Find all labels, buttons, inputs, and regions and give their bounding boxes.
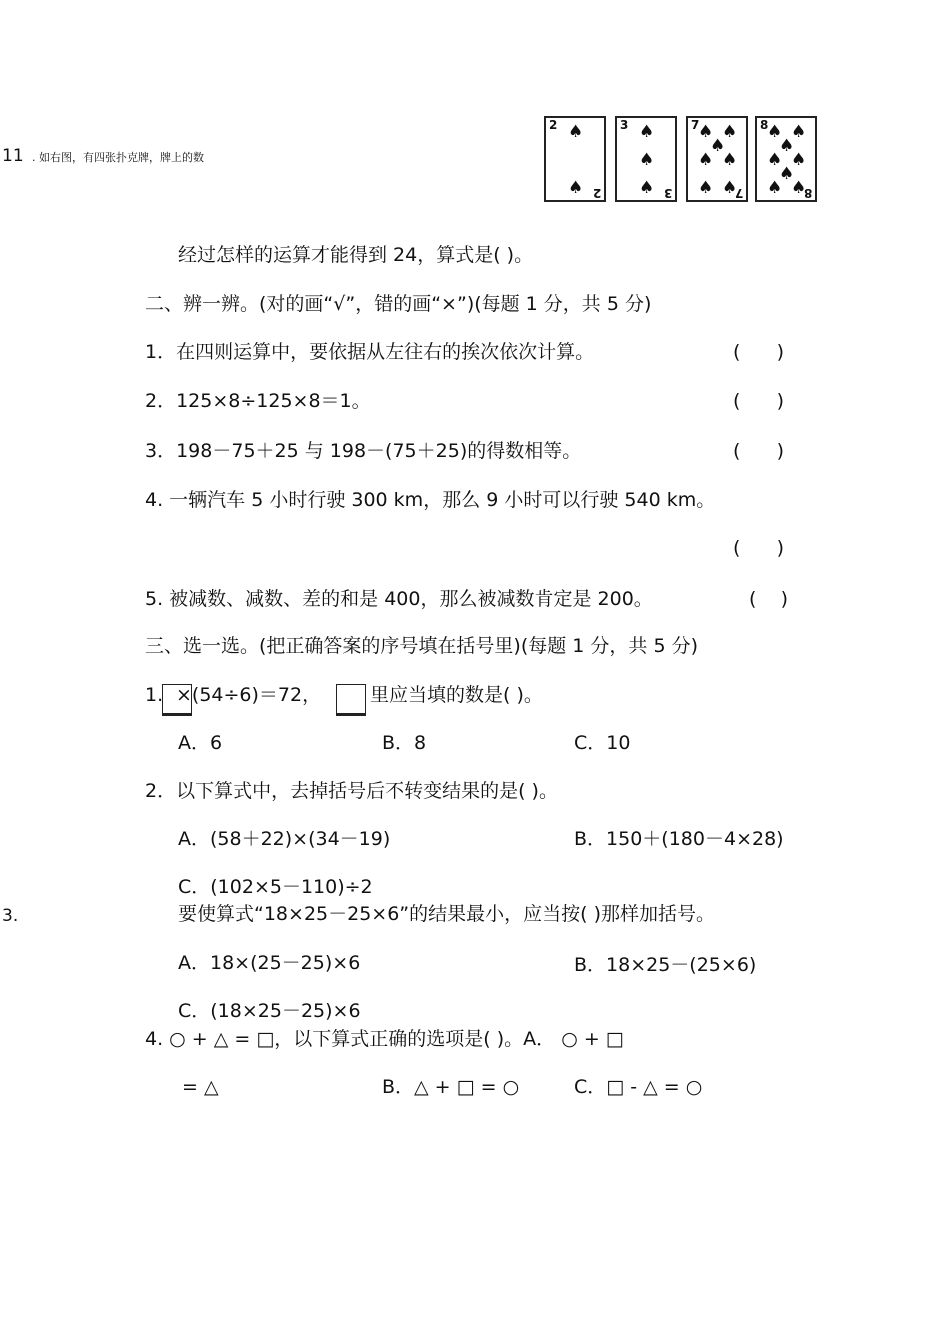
choice-q3-option-a[interactable]: A．18×(25－25)×6: [178, 952, 361, 974]
question-11-text: . 如右图，有四张扑克牌，牌上的数: [32, 151, 204, 164]
judge-item-5: 5. 被减数、减数、差的和是 400，那么被减数肯定是 200。: [145, 588, 653, 610]
choice-q2: 2．以下算式中，去掉括号后不转变结果的是( )。: [145, 780, 558, 802]
card-2: [544, 116, 606, 202]
choice-q2-option-a[interactable]: A．(58＋22)×(34－19): [178, 828, 391, 850]
card-rank-inverted: 3: [663, 186, 672, 200]
choice-q1-prompt: 里应当填的数是( )。: [370, 684, 543, 706]
spade-icon: ♠: [791, 178, 807, 198]
choice-q4-option-b[interactable]: B．△ + □ = ○: [382, 1076, 520, 1098]
section-2-heading: 二、辨一辨。(对的画“√”，错的画“×”)(每题 1 分，共 5 分): [145, 293, 652, 315]
choice-q4-option-a-cont[interactable]: = △: [182, 1076, 219, 1098]
card-rank: 8: [760, 118, 769, 132]
card-rank: 7: [691, 118, 700, 132]
card-rank-inverted: 2: [592, 186, 601, 200]
choice-q4-option-c[interactable]: C．□ - △ = ○: [574, 1076, 703, 1098]
answer-paren-2[interactable]: ( ): [733, 390, 785, 412]
spade-icon: ♠: [639, 122, 655, 142]
choice-q2-option-c[interactable]: C．(102×5－110)÷2: [178, 876, 373, 898]
card-8: [755, 116, 817, 202]
spade-icon: ♠: [767, 178, 783, 198]
choice-q4: 4. ○ + △ = □，以下算式正确的选项是( )。A． ○ + □: [145, 1028, 624, 1050]
judge-item-3: 3．198－75＋25 与 198－(75＋25)的得数相等。: [145, 440, 582, 462]
card-rank-inverted: 8: [803, 186, 812, 200]
choice-q1-expression: ×(54÷6)＝72，: [176, 684, 322, 706]
spade-icon: ♠: [791, 122, 807, 142]
section-3-heading: 三、选一选。(把正确答案的序号填在括号里)(每题 1 分，共 5 分): [145, 635, 698, 657]
spade-icon: ♠: [722, 178, 738, 198]
spade-icon: ♠: [698, 178, 714, 198]
choice-q3-option-c[interactable]: C．(18×25－25)×6: [178, 1000, 361, 1022]
spade-icon: ♠: [568, 122, 584, 142]
judge-item-4: 4. 一辆汽车 5 小时行驶 300 km，那么 9 小时可以行驶 540 km。: [145, 489, 716, 511]
spade-icon: ♠: [698, 122, 714, 142]
spade-icon: ♠: [639, 150, 655, 170]
card-rank: 3: [620, 118, 629, 132]
question-11-prompt: 经过怎样的运算才能得到 24，算式是( )。: [178, 244, 534, 266]
answer-paren-1[interactable]: ( ): [733, 341, 785, 363]
choice-q3-number: 3.: [2, 906, 19, 926]
choice-q1-option-a[interactable]: A．6: [178, 732, 223, 754]
choice-q1-option-c[interactable]: C．10: [574, 732, 631, 754]
spade-icon: ♠: [779, 164, 795, 184]
spade-icon: ♠: [779, 136, 795, 156]
choice-q2-option-b[interactable]: B．150＋(180－4×28): [574, 828, 784, 850]
spade-icon: ♠: [767, 150, 783, 170]
choice-q1-number: 1.: [145, 684, 164, 706]
card-rank-inverted: 7: [734, 186, 743, 200]
card-rank: 2: [549, 118, 558, 132]
spade-icon: ♠: [722, 150, 738, 170]
blank-box: [336, 684, 366, 716]
judge-item-1: 1．在四则运算中，要依据从左往右的挨次依次计算。: [145, 341, 595, 363]
answer-paren-4[interactable]: ( ): [733, 537, 785, 559]
card-7: [686, 116, 748, 202]
answer-paren-5[interactable]: ( ): [749, 588, 788, 610]
answer-paren-3[interactable]: ( ): [733, 440, 785, 462]
spade-icon: ♠: [639, 178, 655, 198]
spade-icon: ♠: [791, 150, 807, 170]
choice-q3: 要使算式“18×25－25×6”的结果最小，应当按( )那样加括号。: [178, 903, 716, 925]
choice-q3-option-b[interactable]: B．18×25－(25×6): [574, 954, 757, 976]
spade-icon: ♠: [568, 178, 584, 198]
spade-icon: ♠: [710, 136, 726, 156]
spade-icon: ♠: [698, 150, 714, 170]
spade-icon: ♠: [722, 122, 738, 142]
spade-icon: ♠: [767, 122, 783, 142]
card-3: [615, 116, 677, 202]
judge-item-2: 2．125×8÷125×8＝1。: [145, 390, 371, 412]
question-number-11: 11: [2, 146, 24, 166]
choice-q1-option-b[interactable]: B．8: [382, 732, 427, 754]
